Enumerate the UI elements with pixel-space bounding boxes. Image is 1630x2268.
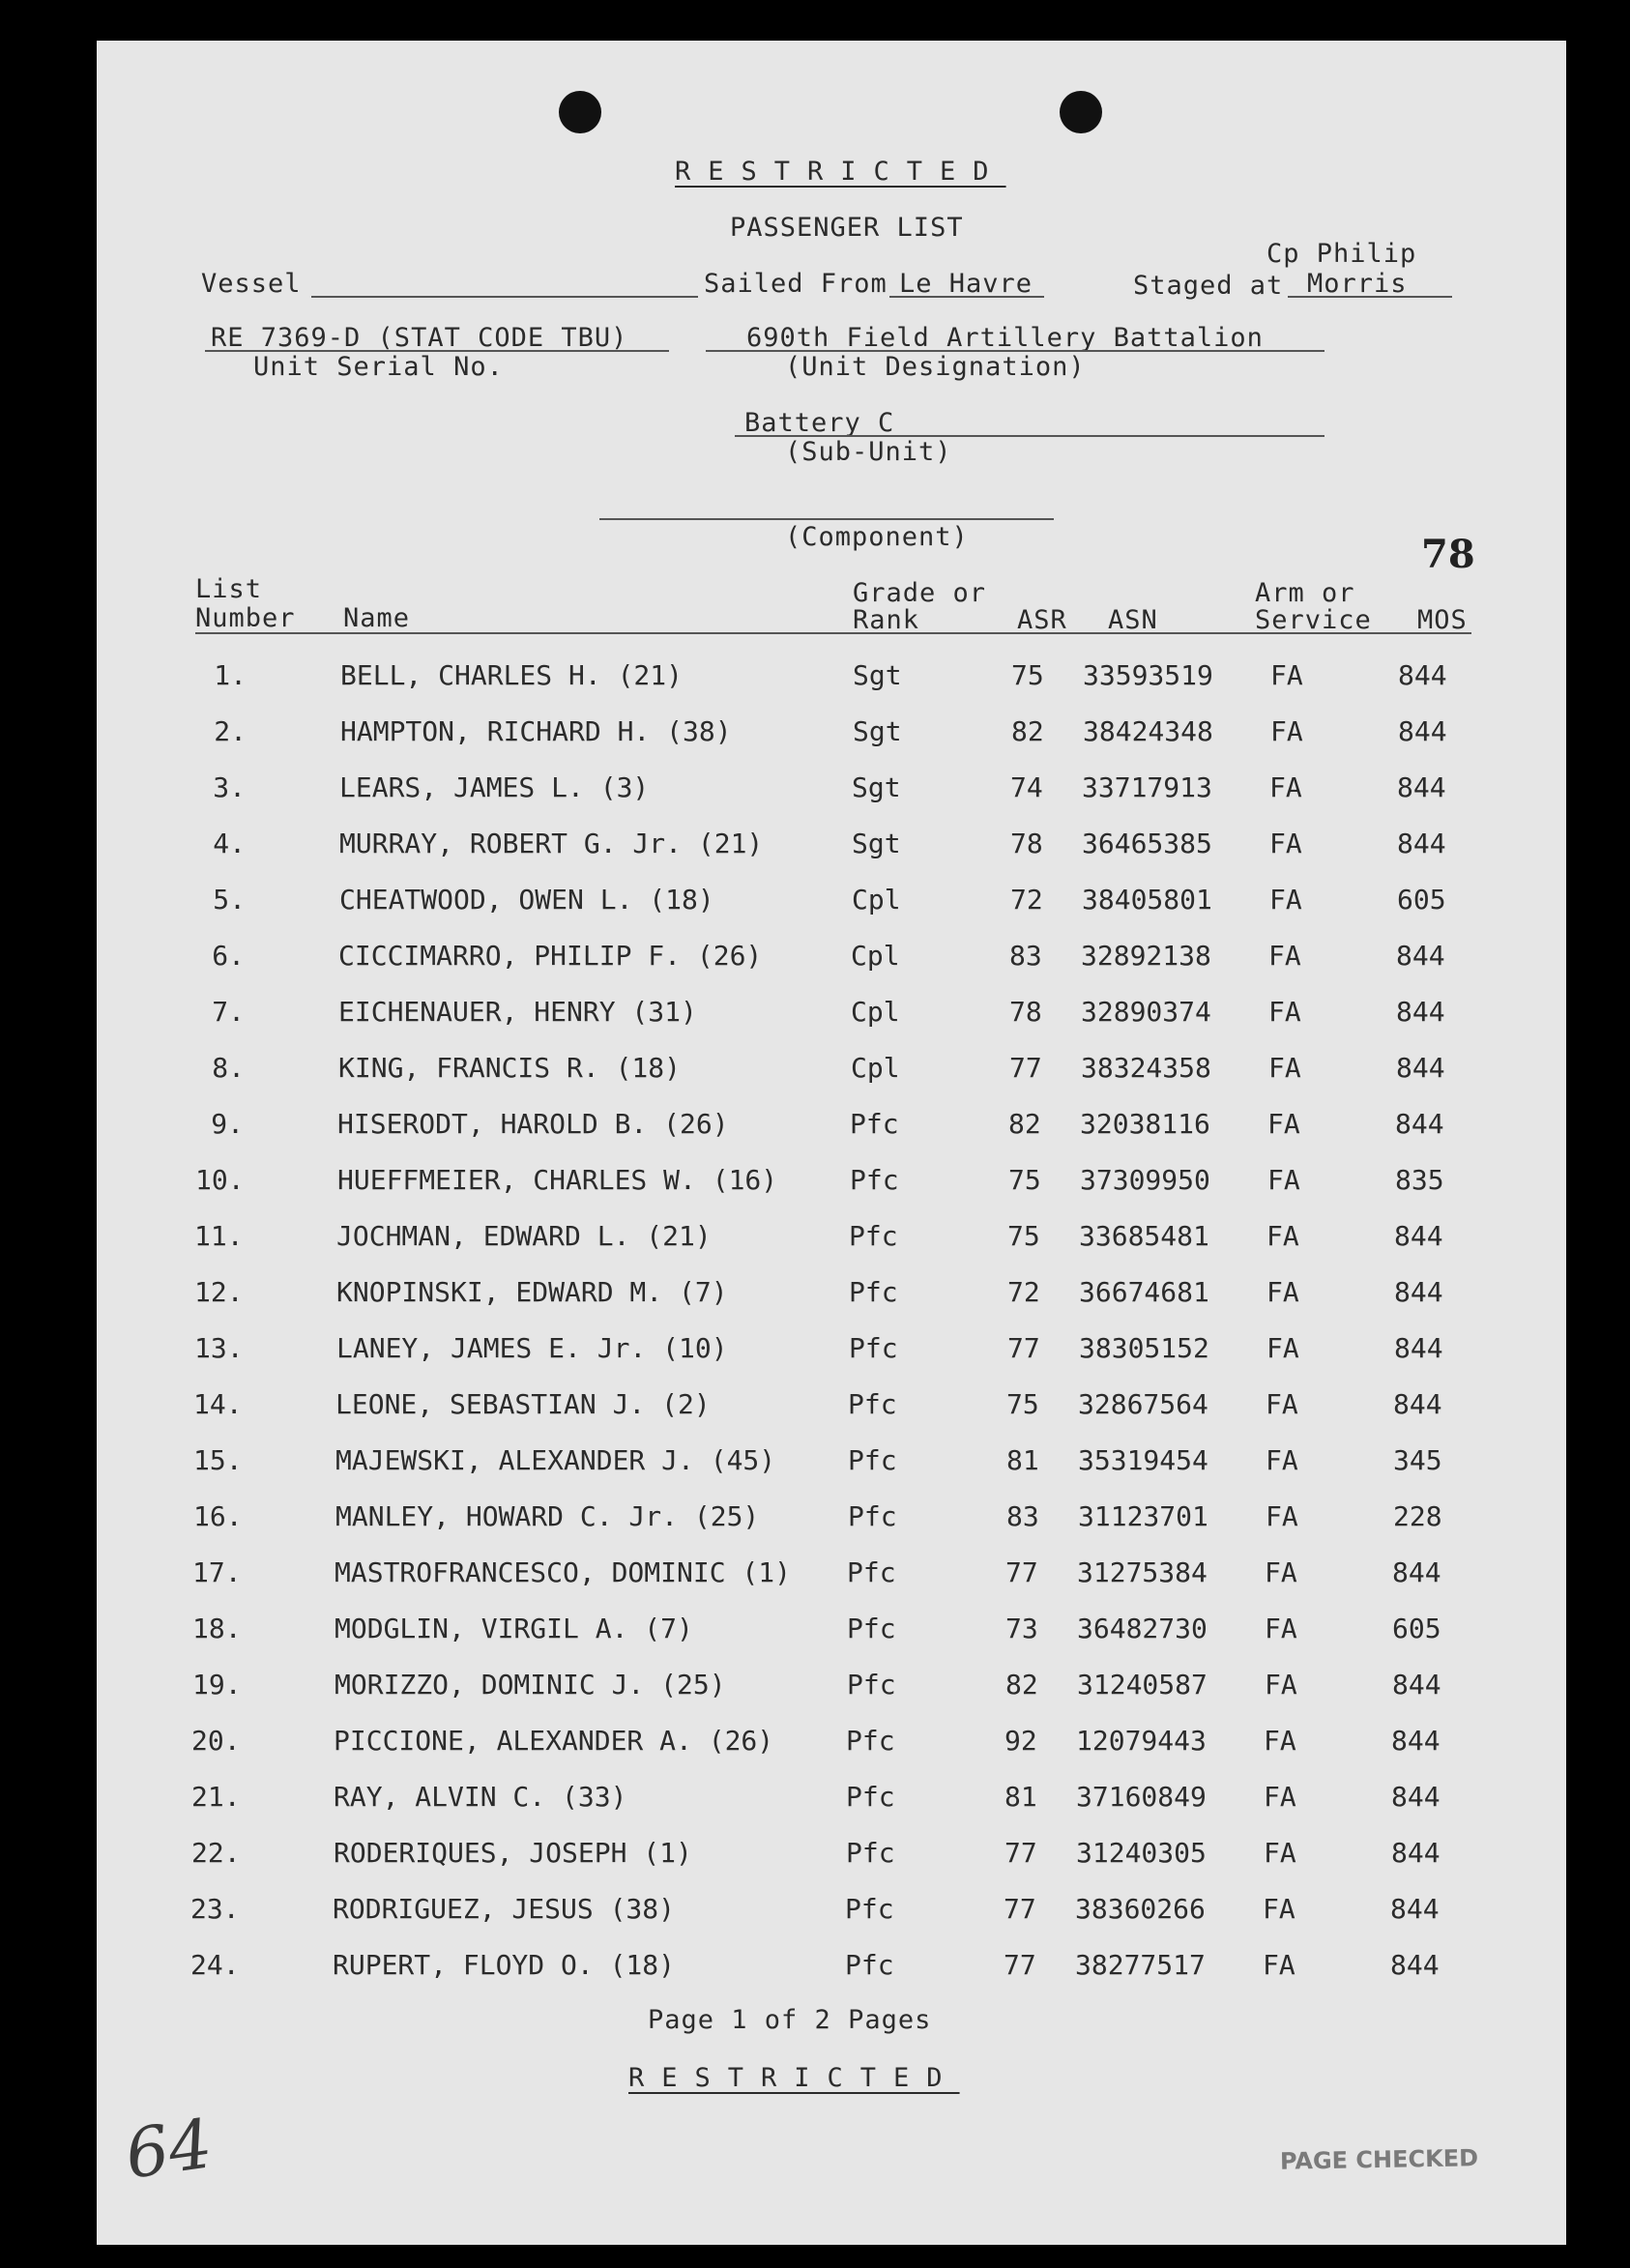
- sub-unit-label: (Sub-Unit): [785, 437, 952, 467]
- col-asn: ASN: [1108, 605, 1158, 635]
- row-arm: FA: [1268, 940, 1301, 972]
- col-asr: ASR: [1017, 605, 1067, 635]
- row-grade: Cpl: [851, 940, 900, 972]
- row-asn: 36465385: [1082, 828, 1212, 859]
- row-number: 9.: [211, 1108, 244, 1140]
- row-asr: 77: [1004, 1949, 1036, 1981]
- row-number: 20.: [191, 1725, 241, 1757]
- table-row: [97, 1613, 1566, 1651]
- table-row: [97, 1669, 1566, 1707]
- row-asn: 38305152: [1079, 1332, 1209, 1364]
- row-asn: 36674681: [1079, 1276, 1209, 1308]
- row-asn: 38360266: [1075, 1893, 1206, 1925]
- row-grade: Pfc: [846, 1781, 895, 1813]
- row-arm: FA: [1266, 1332, 1299, 1364]
- col-mos: MOS: [1417, 605, 1468, 635]
- row-number: 5.: [213, 884, 246, 916]
- table-row: [97, 1949, 1566, 1988]
- row-name: MAJEWSKI, ALEXANDER J. (45): [335, 1444, 776, 1476]
- table-row: [97, 996, 1566, 1034]
- row-name: MASTROFRANCESCO, DOMINIC (1): [335, 1556, 792, 1588]
- table-row: [97, 1500, 1566, 1539]
- row-grade: Pfc: [846, 1725, 895, 1757]
- row-number: 17.: [192, 1556, 242, 1588]
- row-asr: 82: [1011, 715, 1044, 747]
- row-number: 11.: [194, 1220, 244, 1252]
- row-arm: FA: [1267, 1108, 1300, 1140]
- row-mos: 844: [1397, 771, 1446, 803]
- row-number: 10.: [195, 1164, 245, 1196]
- row-asr: 77: [1007, 1332, 1040, 1364]
- page-checked-stamp: PAGE CHECKED: [1279, 2144, 1479, 2175]
- row-number: 14.: [193, 1388, 243, 1420]
- row-grade: Pfc: [847, 1613, 896, 1644]
- row-asr: 82: [1005, 1669, 1038, 1701]
- row-mos: 605: [1397, 884, 1446, 916]
- row-arm: FA: [1263, 1893, 1295, 1925]
- row-asr: 75: [1006, 1388, 1039, 1420]
- row-asn: 31240305: [1076, 1837, 1207, 1869]
- row-grade: Pfc: [850, 1164, 899, 1196]
- row-name: MURRAY, ROBERT G. Jr. (21): [339, 828, 764, 859]
- row-number: 2.: [214, 715, 247, 747]
- row-asn: 32890374: [1081, 996, 1211, 1028]
- unit-serial-value: RE 7369-D (STAT CODE TBU): [211, 323, 628, 353]
- row-grade: Pfc: [848, 1444, 897, 1476]
- row-mos: 844: [1394, 1220, 1443, 1252]
- row-asr: 82: [1008, 1108, 1041, 1140]
- row-asr: 77: [1004, 1837, 1037, 1869]
- row-grade: Pfc: [847, 1556, 896, 1588]
- table-row: [97, 828, 1566, 866]
- row-asr: 74: [1010, 771, 1043, 803]
- row-grade: Pfc: [849, 1332, 898, 1364]
- row-name: LANEY, JAMES E. Jr. (10): [336, 1332, 728, 1364]
- row-asn: 35319454: [1078, 1444, 1208, 1476]
- row-name: HAMPTON, RICHARD H. (38): [340, 715, 732, 747]
- row-grade: Sgt: [852, 828, 901, 859]
- row-arm: FA: [1266, 1276, 1299, 1308]
- row-number: 18.: [192, 1613, 242, 1644]
- page-info: Page 1 of 2 Pages: [648, 2005, 932, 2035]
- row-grade: Pfc: [846, 1837, 895, 1869]
- row-asr: 77: [1004, 1893, 1036, 1925]
- row-number: 12.: [194, 1276, 244, 1308]
- staged-at-label: Staged at: [1133, 271, 1284, 301]
- row-arm: FA: [1264, 1725, 1296, 1757]
- row-name: HISERODT, HAROLD B. (26): [337, 1108, 729, 1140]
- row-mos: 844: [1395, 1108, 1444, 1140]
- row-asr: 83: [1009, 940, 1042, 972]
- row-grade: Pfc: [849, 1276, 898, 1308]
- classification-bottom: RESTRICTED: [628, 2063, 960, 2093]
- row-asr: 75: [1011, 659, 1044, 691]
- document-title: PASSENGER LIST: [730, 213, 964, 243]
- table-row: [97, 940, 1566, 978]
- row-grade: Pfc: [845, 1893, 894, 1925]
- row-name: RAY, ALVIN C. (33): [334, 1781, 627, 1813]
- row-asn: 31275384: [1077, 1556, 1208, 1588]
- row-asr: 77: [1005, 1556, 1038, 1588]
- col-list-l1: List: [195, 574, 263, 604]
- row-grade: Sgt: [853, 715, 902, 747]
- table-row: [97, 1108, 1566, 1147]
- table-row: [97, 1276, 1566, 1315]
- row-asr: 75: [1007, 1220, 1040, 1252]
- table-row: [97, 1388, 1566, 1427]
- row-asr: 81: [1004, 1781, 1037, 1813]
- row-asn: 32038116: [1080, 1108, 1210, 1140]
- row-asn: 38324358: [1081, 1052, 1211, 1084]
- row-asn: 38424348: [1083, 715, 1213, 747]
- row-name: RODRIGUEZ, JESUS (38): [333, 1893, 676, 1925]
- col-list-l2: Number: [195, 603, 296, 633]
- row-number: 15.: [193, 1444, 243, 1476]
- row-asn: 12079443: [1076, 1725, 1207, 1757]
- page-number-mark: 78: [1421, 532, 1475, 577]
- row-name: CHEATWOOD, OWEN L. (18): [339, 884, 714, 916]
- row-asn: 36482730: [1077, 1613, 1208, 1644]
- component-line: [599, 518, 1054, 520]
- col-arm-l1: Arm or: [1255, 578, 1355, 608]
- row-name: LEARS, JAMES L. (3): [339, 771, 650, 803]
- row-mos: 844: [1391, 1725, 1441, 1757]
- row-number: 4.: [213, 828, 246, 859]
- table-row: [97, 884, 1566, 922]
- table-row: [97, 1332, 1566, 1371]
- classification-top: RESTRICTED: [675, 157, 1006, 187]
- table-row: [97, 1725, 1566, 1763]
- row-number: 22.: [191, 1837, 241, 1869]
- row-name: HUEFFMEIER, CHARLES W. (16): [337, 1164, 778, 1196]
- row-arm: FA: [1265, 1669, 1297, 1701]
- col-arm-l2: Service: [1255, 605, 1372, 635]
- sailed-from-line: [889, 296, 1044, 298]
- row-asn: 38405801: [1082, 884, 1212, 916]
- unit-designation-value: 690th Field Artillery Battalion: [746, 323, 1264, 353]
- row-grade: Pfc: [850, 1108, 899, 1140]
- row-mos: 844: [1396, 996, 1445, 1028]
- row-mos: 844: [1398, 715, 1447, 747]
- row-arm: FA: [1264, 1837, 1296, 1869]
- row-grade: Pfc: [848, 1388, 897, 1420]
- table-row: [97, 771, 1566, 810]
- row-number: 1.: [214, 659, 247, 691]
- row-number: 7.: [212, 996, 245, 1028]
- table-row: [97, 715, 1566, 754]
- row-mos: 844: [1390, 1893, 1440, 1925]
- row-arm: FA: [1266, 1388, 1298, 1420]
- row-number: 13.: [194, 1332, 244, 1364]
- row-name: RODERIQUES, JOSEPH (1): [334, 1837, 692, 1869]
- row-mos: 844: [1398, 659, 1447, 691]
- row-asr: 72: [1010, 884, 1043, 916]
- row-grade: Pfc: [847, 1669, 896, 1701]
- row-grade: Pfc: [849, 1220, 898, 1252]
- row-asn: 32892138: [1081, 940, 1211, 972]
- row-asr: 73: [1005, 1613, 1038, 1644]
- row-arm: FA: [1269, 771, 1302, 803]
- row-name: EICHENAUER, HENRY (31): [338, 996, 697, 1028]
- row-mos: 844: [1396, 940, 1445, 972]
- row-name: RUPERT, FLOYD O. (18): [333, 1949, 676, 1981]
- row-arm: FA: [1266, 1500, 1298, 1532]
- row-name: MANLEY, HOWARD C. Jr. (25): [335, 1500, 760, 1532]
- row-arm: FA: [1267, 1164, 1300, 1196]
- row-asn: 33685481: [1079, 1220, 1209, 1252]
- row-name: KING, FRANCIS R. (18): [338, 1052, 682, 1084]
- row-asn: 33717913: [1082, 771, 1212, 803]
- table-row: [97, 659, 1566, 698]
- row-name: MORIZZO, DOMINIC J. (25): [335, 1669, 726, 1701]
- row-arm: FA: [1270, 659, 1303, 691]
- staged-at-line1: Cp Philip: [1266, 239, 1417, 269]
- row-arm: FA: [1269, 884, 1302, 916]
- table-row: [97, 1444, 1566, 1483]
- row-name: JOCHMAN, EDWARD L. (21): [336, 1220, 712, 1252]
- row-number: 23.: [190, 1893, 240, 1925]
- row-name: BELL, CHARLES H. (21): [340, 659, 684, 691]
- col-grade-l2: Rank: [853, 605, 920, 635]
- table-row: [97, 1164, 1566, 1203]
- row-asr: 72: [1007, 1276, 1040, 1308]
- row-grade: Sgt: [852, 771, 901, 803]
- row-arm: FA: [1264, 1781, 1296, 1813]
- row-asr: 77: [1009, 1052, 1042, 1084]
- unit-designation-label: (Unit Designation): [785, 352, 1086, 382]
- col-grade-l1: Grade or: [853, 578, 987, 608]
- row-mos: 844: [1396, 1052, 1445, 1084]
- row-asn: 37160849: [1076, 1781, 1207, 1813]
- row-number: 16.: [193, 1500, 243, 1532]
- row-name: KNOPINSKI, EDWARD M. (7): [336, 1276, 728, 1308]
- row-grade: Cpl: [852, 884, 901, 916]
- staged-at-line2: Morris: [1307, 269, 1408, 299]
- vessel-label: Vessel: [201, 269, 302, 299]
- row-number: 8.: [212, 1052, 245, 1084]
- row-asn: 33593519: [1083, 659, 1213, 691]
- table-row: [97, 1220, 1566, 1259]
- row-grade: Cpl: [851, 1052, 900, 1084]
- row-mos: 345: [1393, 1444, 1442, 1476]
- row-mos: 844: [1391, 1781, 1441, 1813]
- row-arm: FA: [1268, 1052, 1301, 1084]
- row-mos: 835: [1395, 1164, 1444, 1196]
- row-number: 6.: [212, 940, 245, 972]
- row-name: MODGLIN, VIRGIL A. (7): [335, 1613, 693, 1644]
- row-asn: 31123701: [1078, 1500, 1208, 1532]
- table-row: [97, 1556, 1566, 1595]
- row-arm: FA: [1266, 1444, 1298, 1476]
- row-arm: FA: [1270, 715, 1303, 747]
- row-name: CICCIMARRO, PHILIP F. (26): [338, 940, 763, 972]
- component-label: (Component): [785, 522, 969, 552]
- sailed-from-label: Sailed From: [704, 269, 888, 299]
- row-arm: FA: [1269, 828, 1302, 859]
- row-number: 21.: [191, 1781, 241, 1813]
- row-name: PICCIONE, ALEXANDER A. (26): [334, 1725, 774, 1757]
- row-number: 3.: [213, 771, 246, 803]
- row-grade: Pfc: [848, 1500, 897, 1532]
- row-mos: 844: [1392, 1556, 1441, 1588]
- table-row: [97, 1837, 1566, 1875]
- row-mos: 844: [1391, 1837, 1441, 1869]
- row-asr: 81: [1006, 1444, 1039, 1476]
- row-number: 19.: [192, 1669, 242, 1701]
- row-grade: Pfc: [845, 1949, 894, 1981]
- handwritten-number: 64: [120, 2104, 218, 2195]
- row-mos: 844: [1394, 1332, 1443, 1364]
- row-asr: 75: [1008, 1164, 1041, 1196]
- row-mos: 605: [1392, 1613, 1441, 1644]
- row-asn: 32867564: [1078, 1388, 1208, 1420]
- row-asr: 78: [1010, 828, 1043, 859]
- row-grade: Sgt: [853, 659, 902, 691]
- row-mos: 844: [1397, 828, 1446, 859]
- row-mos: 844: [1392, 1669, 1441, 1701]
- table-row: [97, 1781, 1566, 1819]
- row-mos: 844: [1393, 1388, 1442, 1420]
- column-header-line: [195, 632, 1471, 634]
- row-arm: FA: [1263, 1949, 1295, 1981]
- row-grade: Cpl: [851, 996, 900, 1028]
- staged-at-line: [1288, 296, 1452, 298]
- row-asr: 92: [1004, 1725, 1037, 1757]
- row-number: 24.: [190, 1949, 240, 1981]
- punch-hole-right: [1060, 91, 1102, 133]
- row-asn: 38277517: [1075, 1949, 1206, 1981]
- vessel-line: [311, 296, 698, 298]
- punch-hole-left: [559, 91, 601, 133]
- row-mos: 844: [1394, 1276, 1443, 1308]
- row-arm: FA: [1265, 1613, 1297, 1644]
- row-arm: FA: [1268, 996, 1301, 1028]
- row-asr: 78: [1009, 996, 1042, 1028]
- row-arm: FA: [1265, 1556, 1297, 1588]
- row-mos: 228: [1393, 1500, 1442, 1532]
- table-row: [97, 1052, 1566, 1090]
- document-sheet: [97, 41, 1566, 2245]
- unit-serial-label: Unit Serial No.: [253, 352, 504, 382]
- row-asr: 83: [1006, 1500, 1039, 1532]
- row-mos: 844: [1390, 1949, 1440, 1981]
- table-row: [97, 1893, 1566, 1932]
- row-arm: FA: [1266, 1220, 1299, 1252]
- sub-unit-value: Battery C: [744, 408, 895, 438]
- sailed-from-value: Le Havre: [899, 269, 1033, 299]
- row-asn: 37309950: [1080, 1164, 1210, 1196]
- row-name: LEONE, SEBASTIAN J. (2): [335, 1388, 711, 1420]
- col-name: Name: [343, 603, 411, 633]
- row-asn: 31240587: [1077, 1669, 1208, 1701]
